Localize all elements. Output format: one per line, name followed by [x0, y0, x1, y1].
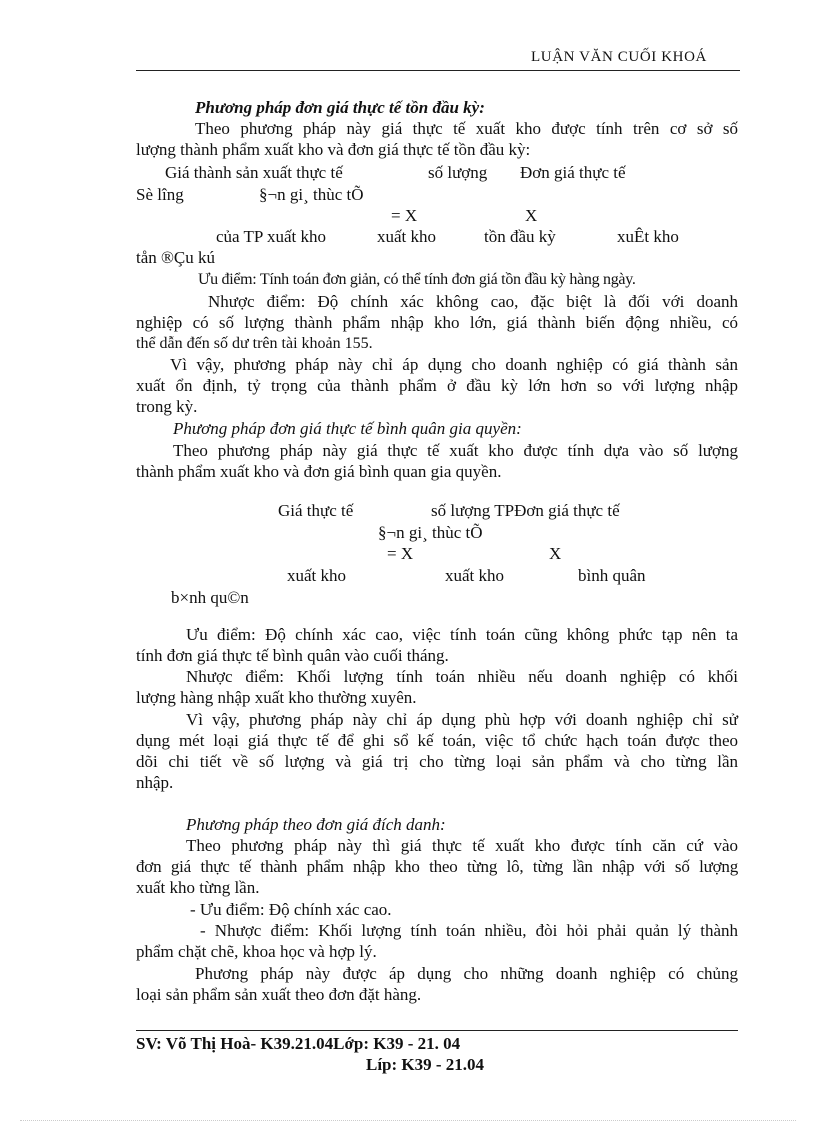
- section1-intro-line1: Theo phương pháp này giá thực tế xuất kho được tính trên cơ sở số: [195, 119, 738, 138]
- section3-intro-line3: xuất kho từng lần.: [136, 878, 260, 897]
- formula2-export-label: xuất kho: [287, 566, 347, 585]
- header-rule: [136, 70, 740, 71]
- formula2-actual-price-label: Giá thực tế: [278, 501, 354, 520]
- section2-conclusion-line3: dõi chi tiết về số lượng và giá trị cho từng loại sản phẩm và cho từng lần: [136, 752, 738, 771]
- section2-pro-line1: Ưu điểm: Độ chính xác cao, việc tính toán cũng không phức tạp nên ta: [186, 625, 738, 644]
- section1-conclusion-line3: trong kỳ.: [136, 397, 198, 416]
- section1-pro: Ưu điểm: Tính toán đơn giản, có thể tính đơn giá tồn đầu kỳ hàng ngày.: [198, 271, 636, 288]
- formula2-average-label: bình quân: [578, 566, 646, 585]
- section3-intro-line2: đơn giá thực tế thành phẩm nhập kho theo từng lô, từng lần nhập với số lượng: [136, 857, 738, 876]
- formula2-quantity-export-label: xuất kho: [445, 566, 505, 585]
- formula2-times: X: [549, 544, 562, 563]
- section1-conclusion-line1: Vì vậy, phương pháp này chỉ áp dụng cho doanh nghiệp có giá thành sản: [170, 355, 738, 374]
- section2-title: Phương pháp đơn giá thực tế bình quân gia quyền:: [173, 419, 522, 438]
- section2-pro-line2: tính đơn giá thực tế bình quân vào cuối tháng.: [136, 646, 449, 665]
- formula1-garbled-unit-price: §¬n gi¸ thùc tÕ: [259, 185, 364, 204]
- section2-con-line2: lượng hàng nhập xuất kho thường xuyên.: [136, 688, 417, 707]
- formula1-tp-export-label: của TP xuất kho: [216, 227, 327, 246]
- section3-title: Phương pháp theo đơn giá đích danh:: [186, 815, 446, 834]
- section2-intro-line2: thành phẩm xuất kho và đơn giá bình quan gia quyền.: [136, 462, 502, 481]
- section3-con-line1: - Nhược điểm: Khối lượng tính toán nhiều, đòi hỏi phải quản lý thành: [200, 921, 738, 940]
- section2-con-line1: Nhược điểm: Khối lượng tính toán nhiều nếu doanh nghiệp có khối: [186, 667, 738, 686]
- formula1-garbled-quantity: Sè lîng: [136, 185, 184, 204]
- formula2-garbled-unit-price: §¬n gi¸ thùc tÕ: [378, 523, 483, 542]
- page-edge-dotted-line: [20, 1120, 796, 1121]
- formula1-opening-label: tồn đầu kỳ: [484, 227, 556, 246]
- section1-conclusion-line2: xuất ổn định, tỷ trọng của thành phẩm ở đầu kỳ lớn hơn so với lượng nhập: [136, 376, 738, 395]
- section2-conclusion-line1: Vì vậy, phương pháp này chỉ áp dụng phù hợp với doanh nghiệp chỉ sử: [186, 710, 738, 729]
- footer-class-garbled: Líp: K39 - 21.04: [366, 1055, 485, 1074]
- formula1-equals-times: = X: [391, 206, 418, 225]
- section1-intro-line2: lượng thành phẩm xuất kho và đơn giá thực tế tồn đầu kỳ:: [136, 140, 531, 159]
- page-header: LUẬN VĂN CUỐI KHOÁ: [531, 49, 707, 65]
- section2-conclusion-line4: nhập.: [136, 773, 174, 792]
- section2-conclusion-line2: dụng mét loại giá thực tế để ghi sổ kế toán, việc tổ chức hạch toán được theo: [136, 731, 738, 750]
- section3-conclusion-line1: Phương pháp này được áp dụng cho những doanh nghiệp có chủng: [195, 964, 738, 983]
- section3-intro-line1: Theo phương pháp này thì giá thực tế xuất kho được tính căn cứ vào: [186, 836, 738, 855]
- section2-intro-line1: Theo phương pháp này giá thực tế xuất kho được tính dựa vào số lượng: [173, 441, 738, 460]
- footer-rule: [136, 1030, 738, 1031]
- formula1-garbled-opening: tån ®Çu kú: [136, 248, 216, 267]
- formula2-garbled-average: b×nh qu©n: [171, 588, 249, 607]
- section3-conclusion-line2: loại sản phẩm sản xuất theo đơn đặt hàng.: [136, 985, 422, 1004]
- section3-con-line2: phẩm chặt chẽ, khoa học và hợp lý.: [136, 942, 377, 961]
- formula1-total-cost-label: Giá thành sản xuất thực tế: [165, 163, 343, 182]
- formula1-quantity-label: số lượng: [428, 163, 488, 182]
- formula1-garbled-export: xuÊt kho: [617, 227, 679, 246]
- formula1-unit-price-label: Đơn giá thực tế: [520, 163, 626, 182]
- section1-con-line1: Nhược điểm: Độ chính xác không cao, đặc biệt là đối với doanh: [208, 292, 738, 311]
- formula1-times: X: [525, 206, 538, 225]
- section1-con-line3: thể dẫn đến số dư trên tài khoản 155.: [136, 335, 373, 352]
- formula2-quantity-unit-price-label: số lượng TPĐơn giá thực tế: [431, 501, 620, 520]
- formula2-equals-times: = X: [387, 544, 414, 563]
- footer-student-info: SV: Võ Thị Hoà- K39.21.04Lớp: K39 - 21. 04: [136, 1034, 461, 1053]
- formula1-export-label: xuất kho: [377, 227, 437, 246]
- section3-pro: - Ưu điểm: Độ chính xác cao.: [190, 900, 392, 919]
- section1-con-line2: nghiệp có số lượng thành phẩm nhập kho lớn, giá thành biến động nhiều, có: [136, 313, 738, 332]
- section1-title: Phương pháp đơn giá thực tế tồn đầu kỳ:: [195, 98, 485, 117]
